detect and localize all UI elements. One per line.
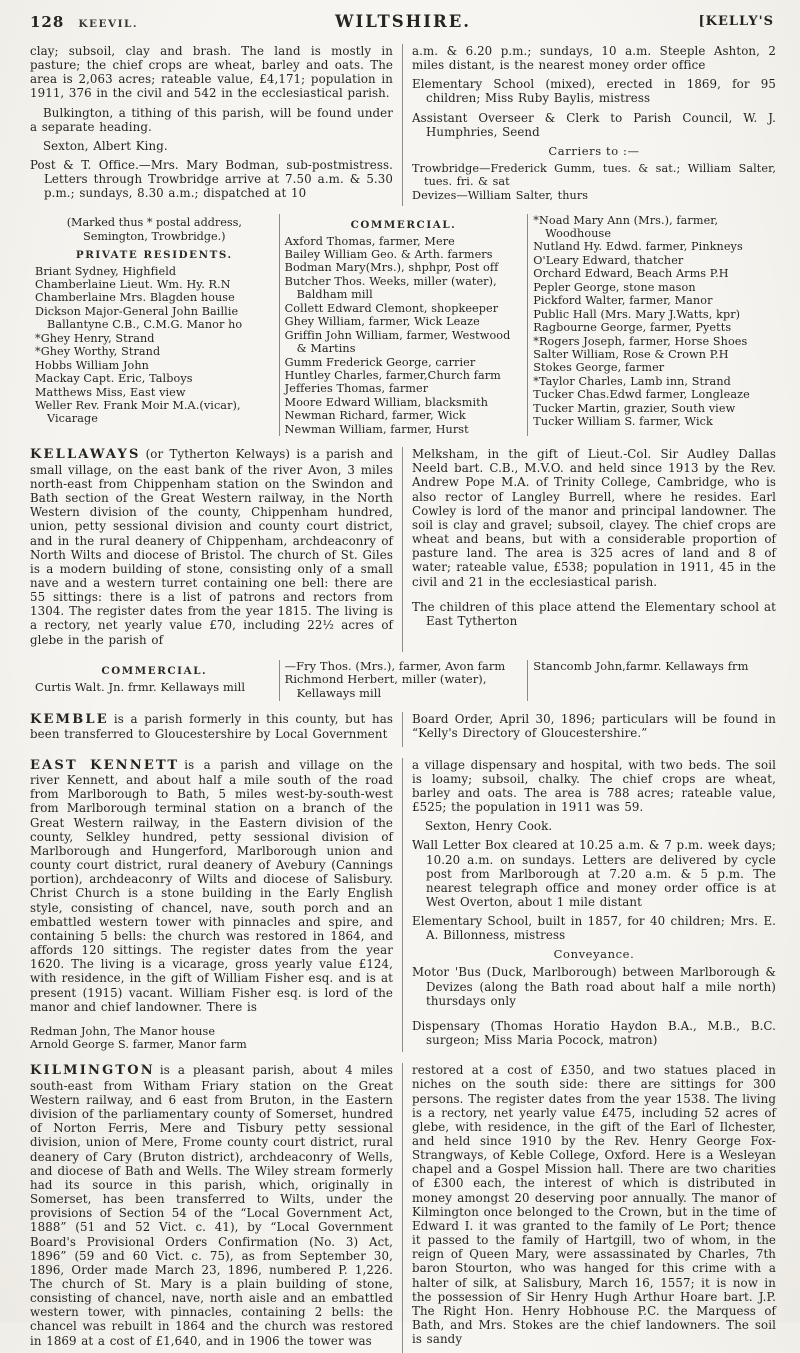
east-kennett-residents-list [30,1025,393,1052]
resident-entry: Arnold George S. farmer, Manor farm [30,1038,247,1052]
paragraph: Bulkington, a tithing of this parish, will be found under a separate heading. [30,105,393,134]
paragraph: a.m. & 6.20 p.m.; sundays, 10 a.m. Steeple Ashton, 2 miles distant, is the nearest money order office [412,44,776,73]
resident-entry: Hobbs William John [35,358,149,372]
kellaways-commercial-heading: COMMERCIAL. [101,664,208,677]
kellaways-commercial-list3 [533,660,771,674]
paragraph: Assistant Overseer & Clerk to Parish Council, W. J. Humphries, Seend [412,110,776,139]
commercial-entry: Newman Richard, farmer, Wick [284,409,466,423]
commercial-entry: Orchard Edward, Beach Arms P.H [533,267,729,281]
commercial-entry: Gumm Frederick George, carrier [284,355,476,369]
kemble-left-column [30,712,403,747]
page-header [30,12,776,38]
commercial-entry: Tucker Chas.Edwd farmer, Longleaze [533,388,750,402]
kemble-section [30,712,776,747]
carrier-entry: Trowbridge—Frederick Gumm, tues. & sat.; William Salter, tues. fri. & sat [412,161,776,189]
resident-entry: Briant Sydney, Highfield [35,264,177,278]
page-number: 128 [30,13,65,31]
resident-entry: Weller Rev. Frank Moir M.A.(vicar), Vicarage [35,398,241,426]
carrier-entry: Devizes—William Salter, thurs [412,188,589,202]
paragraph: Sexton, Albert King. [43,138,168,153]
east-kennett-intro-text: is a parish and village on the river Kennett, and about half a mile south of the road from Marlborough to Bath, 5 miles west-by-south-west from Marlborough terminal station on a branch of the Great Western railway, in the Eastern division of the county, Selkley hundred, petty sessional division of Marlborough and Hungerford, Marlborough union and county court district, rural deanery of Avebury (Cannings portion), archdeaconry of Wilts and diocese of Salisbury. Christ Church is a stone building in the Early English style, consisting of chancel, nave, south porch and an embattled western tower with pinnacles and spire, and containing 5 bells: the church was restored in 1864, and affords 120 sittings. The register dates from the year 1620. The living is a vicarage, gross yearly value £124, with residence, in the gift of William Fisher esq. and is at present (1915) vacant. William Fisher esq. is lord of the manor and chief landowner. There is [30,757,393,1014]
kellaways-name: KELLAWAYS [30,447,141,463]
commercial-entry: Curtis Walt. Jn. frmr. Kellaways mill [35,679,246,694]
commercial-list-continued [533,214,771,429]
keevil-directory-columns [30,214,776,437]
commercial-entry: Huntley Charles, farmer,Church farm [284,368,501,382]
commercial-entry: Pickford Walter, farmer, Manor [533,294,713,308]
kilmington-intro-text: is a pleasant parish, about 4 miles south-east from Witham Friary station on the Great Western railway, and 6 east from Bruton, in the Eastern division of the parliamentary county of Somerset, hundred of Norton Ferris, Mere and Tisbury petty sessional division, union of Mere, Frome county court district, rural deanery of Cary (Bruton district), archdeaconry of Wells, and diocese of Bath and Wells. The Wiley stream formerly had its source in this parish, which, originally in Somerset, has been transferred to Wilts, under the provisions of Section 54 of the “Local Government Act, 1888” (51 and 52 Vict. c. 41), by “Local Government Board's Provisional Orders Confirmation (No. 3) Act, 1896” (59 and 60 Vict. c. 75), as from September 30, 1896, Order made March 23, 1896, numbered P. 1,226. The church of St. Mary is a plain building of stone, consisting of chancel, nave, north aisle and an embattled western tower, with pinnacles, containing 2 bells: the chancel was rebuilt in 1864 and the church was restored in 1869 at a cost of £1,640, and in 1906 the tower was [30,1063,393,1348]
conveyance-heading: Conveyance. [553,947,635,962]
private-residents-list [35,265,274,426]
commercial-entry: O'Leary Edward, thatcher [533,253,684,267]
kilmington-intro-continued: restored at a cost of £350, and two statues placed in niches on the south side: there are sittings for 300 persons. The register dates from the year 1538. The living is a rectory, net yearly value £475, including 52 acres of glebe, with residence, in the gift of the Earl of Ilchester, and held since 1910 by the Rev. Henry George Fox-Strangways, of Keble College, Oxford. Here is a Wesleyan chapel and a Gospel Mission hall. There are two charities of £300 each, the interest of which is distributed in money amongst 20 deserving poor annually. The manor of Kilmington once belonged to the Crown, but in the time of Edward I. it was granted to the family of Le Port; thence it passed to the family of Hartgill, two of whom, in the reign of Queen Mary, were assassinated by Charles, 7th baron Stourton, who was hanged for this crime with a halter of silk, at Salisbury, March 16, 1557; it is now in the possession of Sir Henry Hugh Arthur Hoare bart. J.P. The Right Hon. Henry Hobhouse P.C. the Marquess of Bath, and Mrs. Stokes are the chief landowners. The soil is sandy [412,1063,776,1347]
kilmington-intro [30,1063,393,1348]
kilmington-left-column [30,1063,403,1353]
marked-note: (Marked thus * postal address, Semington, Trowbridge.) [66,215,242,243]
resident-entry: Redman John, The Manor house [30,1024,216,1038]
kellaways-intro-text: (or Tytherton Kelways) is a parish and small village, on the east bank of the river Avon, 3 miles north-east from Chippenham station on the Swindon and Bath section of the Great Western railway, in the North Western division of the county, Chippenham hundred, union, petty sessional division and county court district, and in the rural deanery of Chippenham, archdeaconry of North Wilts and diocese of Bristol. The church of St. Giles is a modern building of stone, consisting only of a small nave and a western turret containing one bell: there are 55 sittings: there is a list of patrons and rectors from 1304. The register dates from the year 1815. The living is a rectory, net yearly value £70, including 22½ acres of glebe in the parish of [30,447,393,647]
wall-letter-box-paragraph: Wall Letter Box cleared at 10.25 a.m. & 7 p.m. week days; 10.20 a.m. on sundays. Letters are delivered by cycle post from Marlborough at 7.20 a.m. & 5 p.m. The nearest telegraph office and money order office is at West Overton, about 1 mile distant [412,838,776,909]
commercial-entry: Butcher Thos. Weeks, miller (water), Baldham mill [284,274,497,302]
commercial-entry: Ghey William, farmer, Wick Leaze [284,315,480,329]
page-title: WILTSHIRE. [334,12,472,31]
kemble-right-column [403,712,776,747]
commercial-entry: Axford Thomas, farmer, Mere [284,234,455,248]
kellaways-intro [30,447,393,647]
private-residents-heading: PRIVATE RESIDENTS. [75,248,233,261]
east-kennett-name: EAST KENNETT [30,757,180,773]
commercial-entry: *Taylor Charles, Lamb inn, Strand [533,374,731,388]
kellaways-right-column [403,447,776,652]
kemble-intro-text: is a parish formerly in this county, but has been transferred to Gloucestershire by Local Government [30,711,393,742]
kellaways-commercial-col1 [30,660,279,701]
commercial-entry: Stokes George, farmer [533,361,665,375]
kellaways-intro-continued: Melksham, in the gift of Lieut.-Col. Sir Audley Dallas Neeld bart. C.B., M.V.O. and held since 1913 by the Rev. Andrew Pope M.A. of Trinity College, Cambridge, who is also rector of Langley Burrell, where he resides. Earl Cowley is lord of the manor and principal landowner. The soil is clay and gravel; subsoil, clayey. The chief crops are wheat and beans, but with a considerable proportion of pasture land. The area is 325 acres of land and 8 of water; rateable value, £538; population in 1911, 45 in the civil and 21 in the ecclesiastical parish. [412,447,776,589]
kemble-name: KEMBLE [30,711,109,727]
paragraph: Elementary School (mixed), erected in 1869, for 95 children; Miss Ruby Baylis, mistress [412,77,776,106]
running-head-publisher: [KELLY'S [698,14,774,29]
keevil-section [30,44,776,206]
commercial-entry: Richmond Herbert, miller (water), Kellaways mill [284,672,487,701]
children-note: The children of this place attend the Elementary school at East Tytherton [412,599,776,628]
paragraph: Elementary School, built in 1857, for 40 children; Mrs. E. A. Billonness, mistress [412,914,776,943]
kilmington-section [30,1063,776,1353]
commercial-entry: Public Hall (Mrs. Mary J.Watts, kpr) [533,307,741,321]
resident-entry: Chamberlaine Lieut. Wm. Hy. R.N [35,278,231,291]
commercial-entry: Salter William, Rose & Crown P.H [533,347,729,361]
commercial-entry: Bailey William Geo. & Arth. farmers [284,248,493,261]
private-residents-column [30,214,279,437]
carriers-heading: Carriers to :— [548,143,640,158]
kemble-intro [30,712,393,742]
east-kennett-section [30,758,776,1053]
dispensary-paragraph: Dispensary (Thomas Horatio Haydon B.A., M.B., B.C. surgeon; Miss Maria Pocock, matron) [412,1018,776,1048]
kellaways-commercial-col3 [527,660,776,701]
paragraph: clay; subsoil, clay and brash. The land is mostly in pasture; the chief crops are wheat, barley and oats. The area is 2,063 acres; rateable value, £4,171; population in 1911, 376 in the civil and 542 in the ecclesiastical parish. [30,44,393,101]
commercial-entry: Moore Edward William, blacksmith [284,395,489,409]
commercial-entry: Tucker Martin, grazier, South view [533,401,736,415]
commercial-entry: Griffin John William, farmer, Westwood & Martins [284,328,511,356]
kemble-intro-continued: Board Order, April 30, 1896; particulars will be found in “Kelly's Directory of Gloucestershire.” [412,711,776,740]
kellaways-commercial-block [30,660,776,701]
kellaways-commercial-list2 [285,660,523,701]
resident-entry: *Ghey Worthy, Strand [35,345,161,359]
commercial-entry: Pepler George, stone mason [533,280,696,294]
kilmington-right-column [403,1063,776,1353]
kellaways-commercial-col2 [279,660,528,701]
resident-entry: Dickson Major-General John Baillie Ballantyne C.B., C.M.G. Manor ho [35,304,243,332]
commercial-entry: Jefferies Thomas, farmer [284,382,429,396]
paragraph: Sexton, Henry Cook. [425,819,553,834]
commercial-column [279,214,528,437]
keevil-left-column [30,44,403,206]
east-kennett-right-column [403,758,776,1053]
commercial-entry: Ragbourne George, farmer, Pyetts [533,321,732,335]
kellaways-section [30,447,776,701]
east-kennett-left-column [30,758,403,1053]
conveyance-paragraph: Motor 'Bus (Duck, Marlborough) between Marlborough & Devizes (along the Bath road about half a mile north) thursdays only [412,965,776,1008]
kilmington-name: KILMINGTON [30,1063,155,1079]
east-kennett-intro [30,758,393,1014]
kellaways-left-column [30,447,403,652]
commercial-entry: Tucker William S. farmer, Wick [533,415,713,429]
paragraph: a village dispensary and hospital, with two beds. The soil is loamy; subsoil, chalky. The chief crops are wheat, barley and oats. The area is 788 acres; rateable value, £525; the population in 1911 was 59. [412,757,776,815]
commercial-entry: *Noad Mary Ann (Mrs.), farmer, Woodhouse [533,213,719,240]
commercial-list [285,235,523,437]
resident-entry: Matthews Miss, East view [35,385,186,399]
running-head-parish: KEEVIL. [78,18,139,30]
commercial-entry: Collett Edward Clemont, shopkeeper [284,301,499,315]
commercial-entry: Bodman Mary(Mrs.), shphpr, Post off [284,261,499,275]
carriers-list [412,162,776,202]
resident-entry: *Ghey Henry, Strand [35,331,155,345]
commercial-entry: Newman William, farmer, Hurst [284,422,469,436]
commercial-heading: COMMERCIAL. [350,218,457,231]
post-office-paragraph: Post & T. Office.—Mrs. Mary Bodman, sub-postmistress. Letters through Trowbridge arrive at 7.50 a.m. & 5.30 p.m.; sundays, 8.30 a.m.; dispatched at 10 [30,158,393,201]
resident-entry: Chamberlaine Mrs. Blagden house [35,291,235,305]
commercial-entry: —Fry Thos. (Mrs.), farmer, Avon farm [284,658,506,673]
keevil-right-column [403,44,776,206]
commercial-column-continued [527,214,776,437]
commercial-entry: Stancomb John,farmr. Kellaways frm [533,658,749,673]
resident-entry: Mackay Capt. Eric, Talboys [35,372,193,386]
commercial-entry: *Rogers Joseph, farmer, Horse Shoes [533,334,748,348]
commercial-entry: Nutland Hy. Edwd. farmer, Pinkneys [533,240,743,254]
kellaways-commercial-list1 [35,681,274,695]
